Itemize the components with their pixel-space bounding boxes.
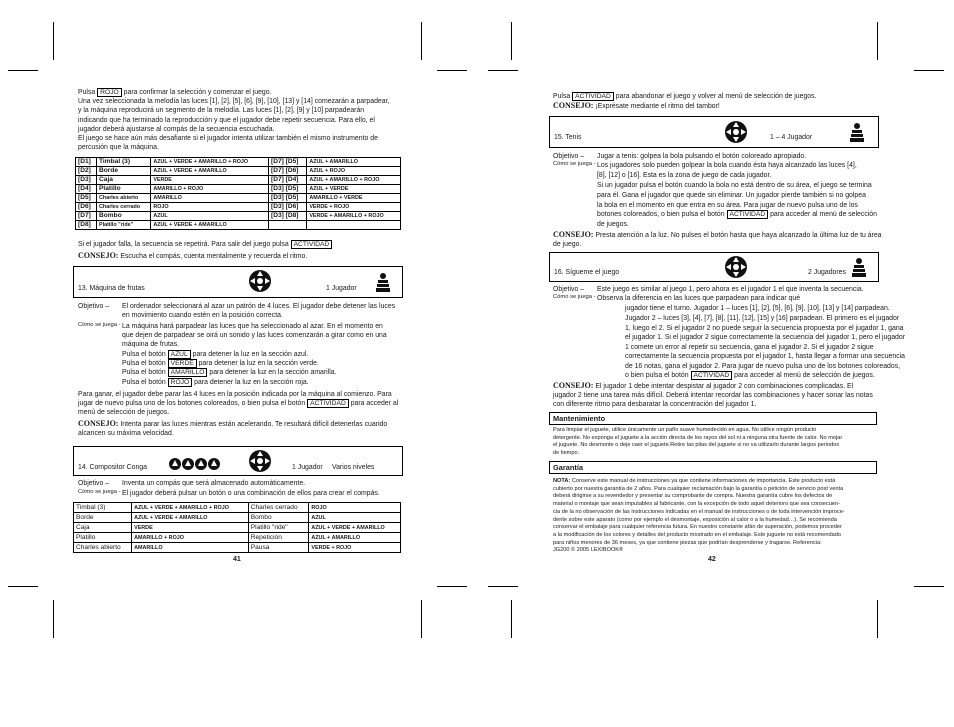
table-cell: AZUL + AMARILLO xyxy=(309,533,401,543)
table-cell: [D5] xyxy=(76,194,97,203)
table-cell: Timbal (3) xyxy=(97,158,151,167)
game-players: 2 Jugadores xyxy=(808,269,846,276)
fail-text: Si el jugador falla, la secuencia se repetirá. Para salir del juego pulsa ACTIVIDAD CONSEJO: Escucha el compás, cuenta mentalmente y recuerda el ritmo. xyxy=(78,240,402,261)
table-cell xyxy=(307,221,401,230)
table-cell: [D1] xyxy=(76,158,97,167)
table-cell: AMARILLO xyxy=(151,194,269,203)
table-cell: AZUL + VERDE + AMARILLO xyxy=(132,513,249,523)
table-cell: Bombo xyxy=(97,212,151,221)
table-cell: AZUL + VERDE + AMARILLO xyxy=(309,523,401,533)
crop-mark xyxy=(8,70,38,71)
table-cell: [D3] [D6] xyxy=(269,203,307,212)
table-row xyxy=(76,203,401,212)
crop-mark xyxy=(421,22,422,60)
table-row xyxy=(76,176,401,185)
crop-mark xyxy=(421,600,422,638)
table-cell: Bombo xyxy=(248,513,309,523)
table-cell: AZUL + VERDE xyxy=(307,185,401,194)
table-cell: VERDE + ROJO xyxy=(307,203,401,212)
table-row xyxy=(76,212,401,221)
crop-mark xyxy=(53,600,54,638)
table-row xyxy=(76,167,401,176)
table-cell: [D3] [D5] xyxy=(269,185,307,194)
game-title: 14. Compositor Conga xyxy=(78,464,147,471)
table-cell: VERDE + ROJO xyxy=(309,543,401,553)
table-cell: Platillo xyxy=(74,533,132,543)
drum-pad-icon xyxy=(248,449,272,473)
table-cell: ROJO xyxy=(309,503,401,513)
verde-button-label: VERDE xyxy=(168,359,197,368)
table-cell: [D6] xyxy=(76,203,97,212)
players-stack-icon xyxy=(376,273,390,293)
table-cell: Caja xyxy=(74,523,132,533)
consejo-label: CONSEJO: xyxy=(78,251,119,261)
crop-mark xyxy=(511,600,512,638)
table-cell: AZUL + VERDE + AMARILLO + ROJO xyxy=(151,158,269,167)
game-levels: Varios niveles xyxy=(332,464,375,471)
consejo-text: Escucha el compás, cuenta mentalmente y recuerda el ritmo. xyxy=(120,253,308,261)
consejo-label: CONSEJO: xyxy=(553,230,594,239)
crop-mark xyxy=(437,586,467,587)
left-page xyxy=(78,88,402,152)
drum-sequence-table xyxy=(75,157,401,230)
table-cell: Platillo "ride" xyxy=(97,221,151,230)
crop-mark xyxy=(437,70,467,71)
table-cell: AZUL xyxy=(309,513,401,523)
table-cell: [D2] xyxy=(76,167,97,176)
conga-table xyxy=(73,502,401,553)
table-cell: AMARILLO + ROJO xyxy=(132,533,249,543)
table-cell: Repetición xyxy=(248,533,309,543)
table-cell: VERDE xyxy=(132,523,249,533)
table-cell: AZUL + AMARILLO + ROJO xyxy=(307,176,401,185)
azul-button-label: AZUL xyxy=(168,350,191,359)
crop-mark xyxy=(511,22,512,60)
drum-pad-icon xyxy=(724,255,748,279)
players-stack-icon xyxy=(850,123,864,143)
drum-pad-icon xyxy=(248,269,272,293)
intro-line: indicando que ha terminado la reproducción y que el jugador debe repetir secuencia. Para ello, el xyxy=(78,116,375,124)
intro-line: jugador deberá ajustarse al compás de la secuencia escuchada. xyxy=(78,125,275,133)
table-cell xyxy=(269,221,307,230)
table-cell: [D7] [D5] xyxy=(269,158,307,167)
actividad-button-label: ACTIVIDAD xyxy=(727,210,769,219)
table-cell: [D7] [D4] xyxy=(269,176,307,185)
table-cell: Charles cerrado xyxy=(248,503,309,513)
crop-mark xyxy=(8,586,38,587)
crop-mark xyxy=(488,586,518,587)
crop-mark xyxy=(488,70,518,71)
table-row xyxy=(76,158,401,167)
crop-mark xyxy=(914,70,944,71)
table-cell: Borde xyxy=(74,513,132,523)
garantia-text: NOTA: Conserve este manual de instrucciones ya que contiene informaciones de importancia. Este producto está cubierto por nuestra garantía de 2 años. Para cualquier reclamación bajo la garantía o petición de servicio post venta deberá dirigirse a su revendedor y presentar su comprobante de compra. Nuestra garantía cubre los defectos de material o montaje que sean imputables al fabricante, con la excepción de todo aquel deterioro que sea consecuen- cia de la no observación de las instrucciones indicadas en el manual de instrucciones o de toda intervención improce- dente sobre este aparato (como por ejemplo el desmontaje, exposición al calor o a la humedad…). Se recomienda conservar el embalaje para cualquier referencia futura. En nuestro constante afán de superación, podemos proceder a la modificación de los colores y detalles del producto mostrado en el embalaje. Este juguete no está recomendado para niños menores de 36 meses, ya que contiene piezas que podrían desprenderse y tragarse. Referencia: JG200 © 2005 LEXIBOOK® xyxy=(553,478,845,554)
table-cell: Pausa xyxy=(248,543,309,553)
game-title: 13. Máquina de frutas xyxy=(78,285,145,292)
table-row xyxy=(74,513,401,523)
game-title: 16. Sígueme el juego xyxy=(554,269,620,276)
game-16-header xyxy=(549,252,879,282)
table-cell: ROJO xyxy=(151,203,269,212)
table-cell: [D3] [D8] xyxy=(269,212,307,221)
table-row xyxy=(74,503,401,513)
amarillo-button-label: AMARILLO xyxy=(168,368,208,377)
rojo-button-label: ROJO xyxy=(168,378,193,387)
intro-line: Pulsa ROJO para confirmar la selección y comenzar el juego. xyxy=(78,89,272,96)
mantenimiento-text: Para limpiar el juguete, utilice únicamente un paño suave humedecido en agua. No utilice ningún producto detergente. No exponga el juguete a la acción directa de los rayos del sol ni a ninguna otra fuente de calor. No mojar el juguete. No desmonte o deje caer el juguete.Retire las pilas del juguete si no va utilizarlo durante largos periodos de tiempo. xyxy=(553,427,843,457)
table-cell: AMARILLO + ROJO xyxy=(151,185,269,194)
intro-line: Una vez seleccionada la melodía las luces [1], [2], [5], [6], [9], [10], [13] y [14] comezarán a parpadear, xyxy=(78,98,390,106)
table-cell: Borde xyxy=(97,167,151,176)
table-cell: VERDE + AMARILLO + ROJO xyxy=(307,212,401,221)
garantia-heading: Garantía xyxy=(549,461,877,474)
crop-mark xyxy=(877,22,878,60)
conga-drums-icon xyxy=(168,457,222,471)
intro-line: y la máquina reproducirá un segmento de la melodía. Las luces [1], [2], [9] y [10] parpadearán xyxy=(78,107,365,115)
table-cell: [D7] [D6] xyxy=(269,167,307,176)
table-cell: AZUL + ROJO xyxy=(307,167,401,176)
table-cell: AMARILLO + VERDE xyxy=(307,194,401,203)
table-cell: AMARILLO xyxy=(132,543,249,553)
table-cell: [D7] xyxy=(76,212,97,221)
table-cell: AZUL xyxy=(151,212,269,221)
actividad-button-label: ACTIVIDAD xyxy=(307,399,349,408)
consejo-label: CONSEJO: xyxy=(553,101,594,111)
table-cell: AZUL + VERDE + AMARILLO xyxy=(151,221,269,230)
game-15-header xyxy=(549,116,879,148)
table-cell: Platillo "ride" xyxy=(248,523,309,533)
table-cell: [D8] xyxy=(76,221,97,230)
drum-pad-icon xyxy=(724,120,748,144)
game-players: 1 – 4 Jugador xyxy=(770,134,813,141)
table-row xyxy=(76,194,401,203)
game-players: 1 Jugador xyxy=(326,285,357,292)
table-cell: AZUL + VERDE + AMARILLO xyxy=(151,167,269,176)
table-row xyxy=(74,533,401,543)
page-number: 41 xyxy=(233,556,241,563)
crop-mark xyxy=(877,600,878,638)
intro-line: percusión que la máquina. xyxy=(78,144,159,152)
game-players: 1 Jugador xyxy=(292,464,323,471)
crop-mark xyxy=(914,586,944,587)
table-cell: [D4] xyxy=(76,185,97,194)
intro-line: El juego se hace aún más desafiante si el jugador intenta utilizar también el mismo instrumento de xyxy=(78,135,378,143)
table-cell: [D3] xyxy=(76,176,97,185)
crop-mark xyxy=(53,22,54,60)
table-row xyxy=(76,185,401,194)
table-cell: AZUL + AMARILLO xyxy=(307,158,401,167)
right-intro: Pulsa ACTIVIDAD para abandonar el juego y volver al menú de selección de juegos. CONSEJO: ¡Exprésate mediante el ritmo del tambor! xyxy=(553,93,817,111)
page-number: 42 xyxy=(708,556,716,563)
game-title: 15. Tenis xyxy=(554,134,582,141)
table-row xyxy=(74,543,401,553)
table-cell: Platillo xyxy=(97,185,151,194)
table-cell: Charles cerrado xyxy=(97,203,151,212)
actividad-button-label: ACTIVIDAD xyxy=(291,240,333,249)
table-cell: Charles abierto xyxy=(97,194,151,203)
table-row xyxy=(76,221,401,230)
actividad-button-label: ACTIVIDAD xyxy=(572,92,614,101)
actividad-button-label: ACTIVIDAD xyxy=(691,371,733,380)
table-cell: Timbal (3) xyxy=(74,503,132,513)
consejo-label: CONSEJO: xyxy=(78,419,119,428)
rojo-button-label: ROJO xyxy=(97,88,122,97)
table-row xyxy=(74,523,401,533)
table-cell: AZUL + VERDE + AMARILLO + ROJO xyxy=(132,503,249,513)
consejo-label: CONSEJO: xyxy=(553,381,594,390)
game-13-header xyxy=(73,266,403,298)
table-cell: [D3] [D5] xyxy=(269,194,307,203)
players-stack-icon xyxy=(852,258,866,278)
mantenimiento-heading: Mantenimiento xyxy=(549,412,877,425)
table-cell: Charles abierto xyxy=(74,543,132,553)
table-cell: Caja xyxy=(97,176,151,185)
game-14-header xyxy=(73,446,403,476)
table-cell: VERDE xyxy=(151,176,269,185)
